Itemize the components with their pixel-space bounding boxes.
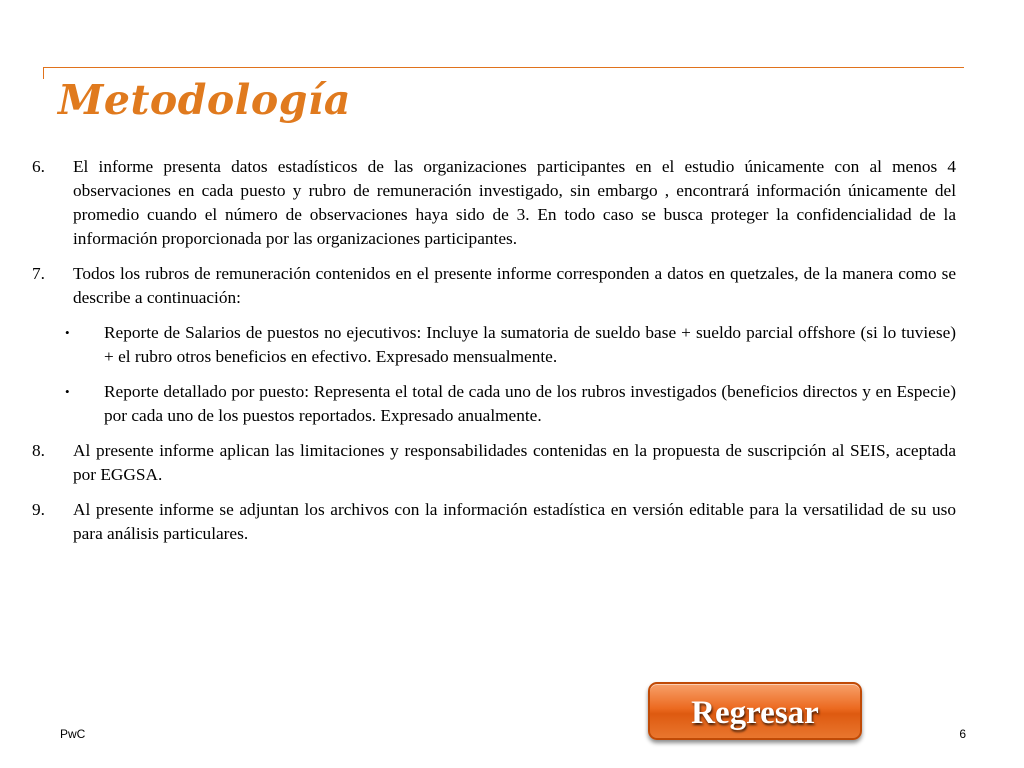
list-item-9 [32,498,956,546]
bullet-item-detallado [32,380,956,428]
bullet-item-text: Reporte detallado por puesto: Representa el total de cada uno de los rubros investigados (beneficios directos y en Especie) por cada uno de los puestos reportados. Expresado anualmente. [104,382,956,425]
bullet-icon: • [65,325,70,340]
list-item-8 [32,439,956,487]
regresar-button[interactable]: Regresar [648,682,862,740]
title-rule [43,67,964,68]
list-item-number: 9. [32,500,45,519]
list-item-6 [32,155,956,251]
list-item-number: 6. [32,157,45,176]
list-item-7 [32,262,956,310]
bullet-item-text: Reporte de Salarios de puestos no ejecutivos: Incluye la sumatoria de sueldo base + sueldo parcial offshore (si lo tuviese) + el rubro otros beneficios en efectivo. Expresado mensualmente. [104,323,956,366]
list-item-text: Al presente informe aplican las limitaciones y responsabilidades contenidas en la propuesta de suscripción al SEIS, aceptada por EGGSA. [73,441,956,484]
bullet-item-salarios [32,321,956,369]
page-number: 6 [959,727,966,741]
list-item-text: Todos los rubros de remuneración contenidos en el presente informe corresponden a datos en quetzales, de la manera como se describe a continuación: [73,264,956,307]
list-item-text: Al presente informe se adjuntan los archivos con la información estadística en versión editable para la versatilidad de su uso para análisis particulares. [73,500,956,543]
methodology-list [32,155,956,557]
bullet-icon: • [65,384,70,399]
list-item-number: 7. [32,264,45,283]
title-rule-tick [43,67,44,79]
footer-company: PwC [60,727,86,741]
list-item-number: 8. [32,441,45,460]
page-title: Metodología [58,76,352,124]
list-item-text: El informe presenta datos estadísticos de las organizaciones participantes en el estudio únicamente con al menos 4 observaciones en cada puesto y rubro de remuneración investigado, sin embargo , encontrará información únicamente del promedio cuando el número de observaciones haya sido de 3. En todo caso se busca proteger la confidencialidad de la información proporcionada por las organizaciones participantes. [73,157,956,248]
